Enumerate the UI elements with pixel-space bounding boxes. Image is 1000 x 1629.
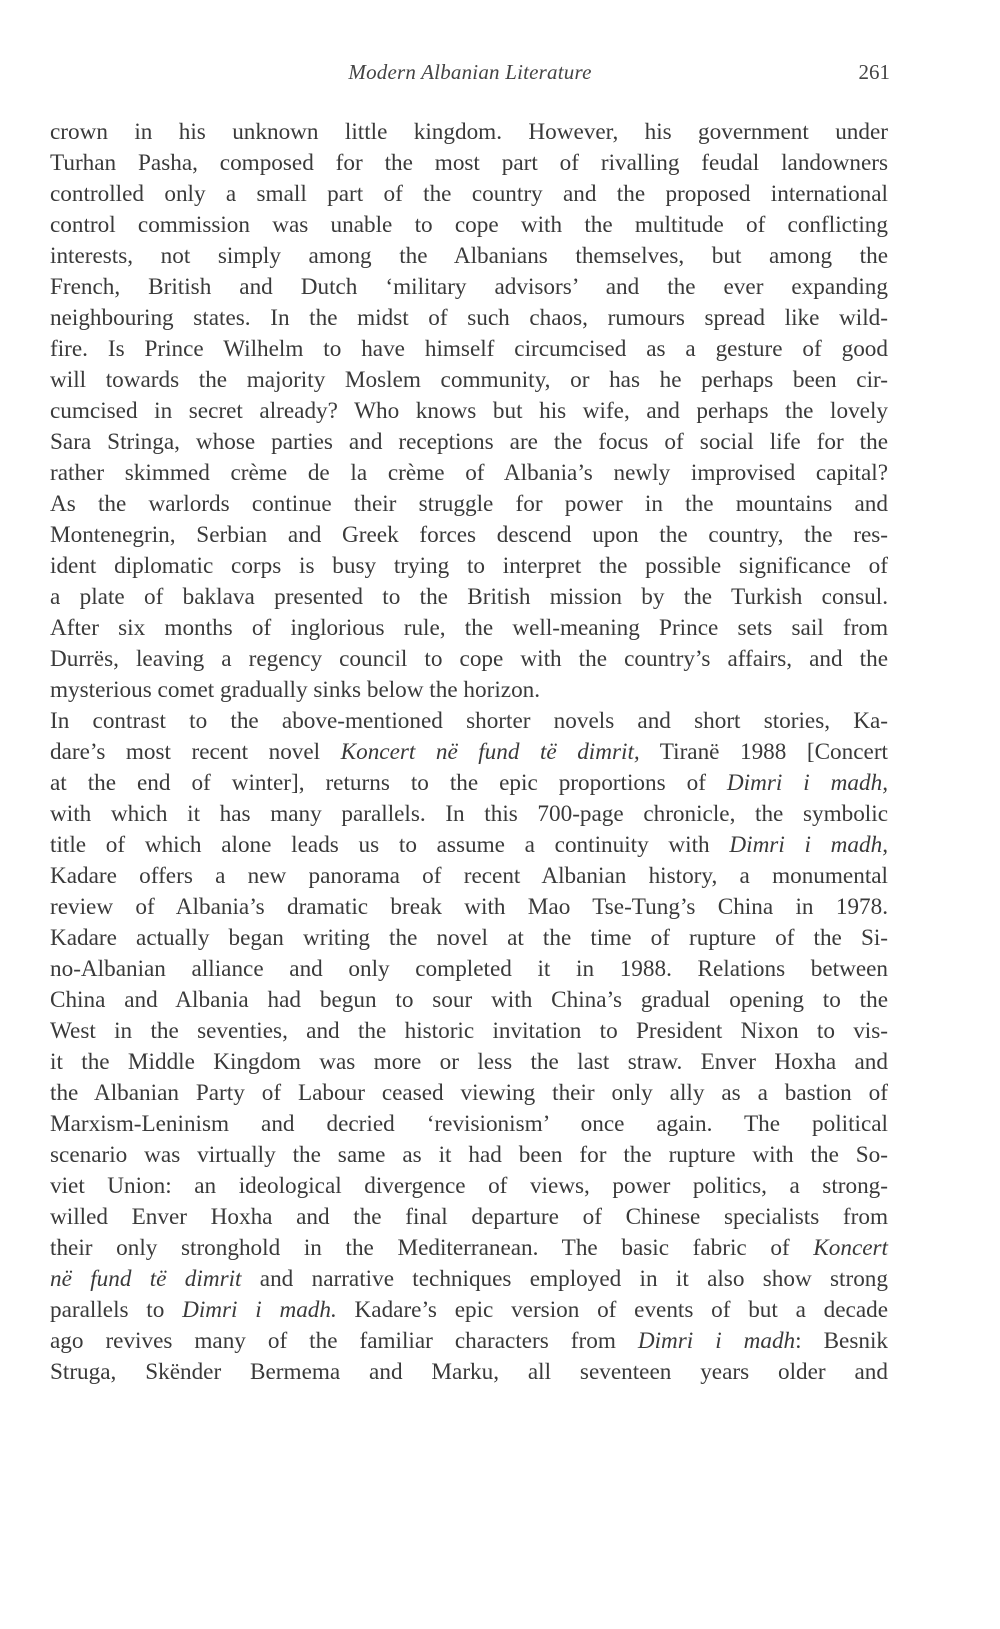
text-line [50,582,888,613]
text-line [50,861,888,892]
text-line [50,1078,888,1109]
text-line [50,489,888,520]
text-segment: Sara Stringa, whose parties and receptions are the focus of social life for the [50,429,888,455]
italic-title: Dimri i madh, [726,770,888,796]
text-line [50,272,888,303]
body-text [50,117,888,1388]
text-line [50,613,888,644]
text-line [50,458,888,489]
text-line [50,1295,888,1326]
text-segment: French, British and Dutch ‘military advisors’ and the ever expanding [50,274,888,300]
text-line [50,241,888,272]
text-segment: title of which alone leads us to assume a continuity with [50,832,730,858]
italic-title: Koncert në fund të dimrit, [340,739,640,765]
text-segment: with which it has many parallels. In this 700-page chronicle, the symbolic [50,801,888,827]
text-line [50,427,888,458]
text-line [50,1047,888,1078]
text-line [50,210,888,241]
text-segment: ident diplomatic corps is busy trying to interpret the possible significance of [50,553,888,579]
text-segment: willed Enver Hoxha and the final departure of Chinese specialists from [50,1204,888,1230]
text-line [50,1357,888,1388]
text-segment: fire. Is Prince Wilhelm to have himself circumcised as a gesture of good [50,336,888,362]
text-segment: interests, not simply among the Albanians themselves, but among the [50,243,888,269]
text-line [50,1016,888,1047]
text-segment: mysterious comet gradually sinks below the horizon. [50,677,541,703]
text-segment: crown in his unknown little kingdom. However, his government under [50,119,888,145]
text-segment: neighbouring states. In the midst of such chaos, rumours spread like wild- [50,305,888,331]
text-segment: review of Albania’s dramatic break with Mao Tse-Tung’s China in 1978. [50,894,888,920]
text-line [50,148,888,179]
text-segment: scenario was virtually the same as it had been for the rupture with the So- [50,1142,888,1168]
text-line [50,737,888,768]
text-segment: ago revives many of the familiar characters from [50,1328,638,1354]
text-segment: parallels to [50,1297,183,1323]
text-segment: a plate of baklava presented to the British mission by the Turkish consul. [50,584,888,610]
text-segment: the Albanian Party of Labour ceased viewing their only ally as a bastion of [50,1080,888,1106]
text-line [50,923,888,954]
italic-title: Koncert [813,1235,888,1261]
text-segment: Kadare offers a new panorama of recent Albanian history, a monumental [50,863,888,889]
text-line [50,334,888,365]
text-segment: will towards the majority Moslem community, or has he perhaps been cir- [50,367,888,393]
text-segment: cumcised in secret already? Who knows but his wife, and perhaps the lovely [50,398,888,424]
text-segment: at the end of winter], returns to the epic proportions of [50,770,727,796]
text-line [50,520,888,551]
text-line [50,675,888,706]
text-segment: China and Albania had begun to sour with China’s gradual opening to the [50,987,888,1013]
text-segment: West in the seventies, and the historic invitation to President Nixon to vis- [50,1018,888,1044]
text-line [50,1171,888,1202]
text-line [50,1264,888,1295]
text-segment: Tiranë 1988 [Concert [639,739,888,765]
text-segment: As the warlords continue their struggle for power in the mountains and [50,491,888,517]
text-line [50,179,888,210]
italic-title: Dimri i madh, [729,832,888,858]
text-segment: Marxism-Leninism and decried ‘revisionism’ once again. The political [50,1111,888,1137]
text-segment: In contrast to the above-mentioned shorter novels and short stories, Ka- [50,708,888,734]
running-header [50,60,890,96]
text-line [50,892,888,923]
text-line [50,830,888,861]
text-line [50,644,888,675]
text-line [50,396,888,427]
text-line [50,1202,888,1233]
text-line [50,117,888,148]
text-line [50,551,888,582]
text-line [50,985,888,1016]
text-segment: After six months of inglorious rule, the well-meaning Prince sets sail from [50,615,888,641]
text-segment: controlled only a small part of the country and the proposed international [50,181,888,207]
page-number: 261 [858,60,890,84]
text-line [50,365,888,396]
text-segment: viet Union: an ideological divergence of views, power politics, a strong- [50,1173,888,1199]
italic-title: në fund të dimrit [50,1266,242,1292]
text-line [50,1233,888,1264]
text-segment: Kadare actually began writing the novel at the time of rupture of the Si- [50,925,888,951]
text-segment: Kadare’s epic version of events of but a decade [336,1297,888,1323]
text-segment: : Besnik [795,1328,888,1354]
text-line [50,799,888,830]
text-segment: Struga, Skënder Bermema and Marku, all seventeen years older and [50,1359,888,1385]
text-segment: it the Middle Kingdom was more or less the last straw. Enver Hoxha and [50,1049,888,1075]
text-segment: dare’s most recent novel [50,739,341,765]
italic-title: Dimri i madh [637,1328,796,1354]
italic-title: Dimri i madh. [182,1297,337,1323]
text-line [50,768,888,799]
text-segment: Durrës, leaving a regency council to cope with the country’s affairs, and the [50,646,888,672]
text-segment: no-Albanian alliance and only completed it in 1988. Relations between [50,956,888,982]
text-segment: and narrative techniques employed in it also show strong [241,1266,888,1292]
text-segment: Montenegrin, Serbian and Greek forces descend upon the country, the res- [50,522,888,548]
text-line [50,1140,888,1171]
text-segment: their only stronghold in the Mediterranean. The basic fabric of [50,1235,814,1261]
text-line [50,706,888,737]
text-line [50,954,888,985]
running-title: Modern Albanian Literature [348,60,592,84]
text-segment: rather skimmed crème de la crème of Albania’s newly improvised capital? [50,460,888,486]
text-segment: control commission was unable to cope with the multitude of conflicting [50,212,888,238]
text-line [50,1109,888,1140]
text-line [50,303,888,334]
text-segment: Turhan Pasha, composed for the most part of rivalling feudal landowners [50,150,888,176]
text-line [50,1326,888,1357]
